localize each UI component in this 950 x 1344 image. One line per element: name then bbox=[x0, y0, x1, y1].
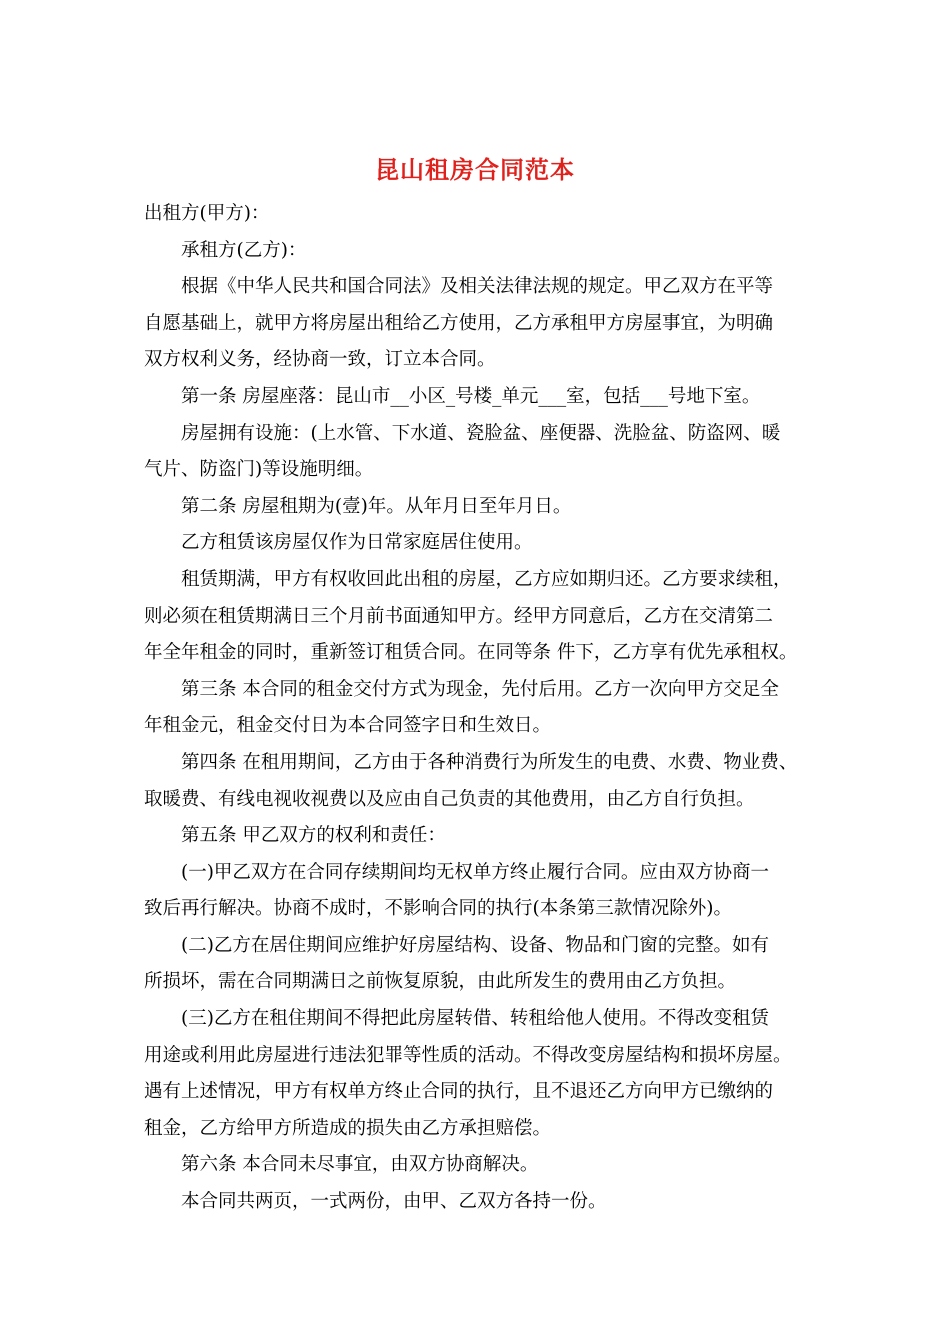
text-line: (一)甲乙双方在合同存续期间均无权单方终止履行合同。应由双方协商一 bbox=[181, 861, 769, 883]
text-line: 则必须在租赁期满日三个月前书面通知甲方。经甲方同意后，乙方在交清第二 bbox=[144, 605, 774, 627]
text-line: 自愿基础上，就甲方将房屋出租给乙方使用，乙方承租甲方房屋事宜，为明确 bbox=[144, 312, 774, 334]
text-line: 第二条 房屋租期为(壹)年。从年月日至年月日。 bbox=[181, 495, 572, 517]
text-line: 乙方租赁该房屋仅作为日常家庭居住使用。 bbox=[181, 532, 533, 554]
text-line: 气片、防盗门)等设施明细。 bbox=[144, 459, 374, 481]
text-line: 承租方(乙方)： bbox=[181, 239, 307, 261]
text-line: 双方权利义务，经协商一致，订立本合同。 bbox=[144, 349, 496, 371]
text-line: 租金，乙方给甲方所造成的损失由乙方承担赔偿。 bbox=[144, 1117, 552, 1139]
text-line: 致后再行解决。协商不成时，不影响合同的执行(本条第三款情况除外)。 bbox=[144, 898, 732, 920]
text-line: 根据《中华人民共和国合同法》及相关法律法规的规定。甲乙双方在平等 bbox=[181, 276, 774, 298]
text-line: 所损坏，需在合同期满日之前恢复原貌，由此所发生的费用由乙方负担。 bbox=[144, 971, 737, 993]
text-line: 用途或利用此房屋进行违法犯罪等性质的活动。不得改变房屋结构和损坏房屋。 bbox=[144, 1044, 792, 1066]
text-line: 年全年租金的同时，重新签订租赁合同。在同等条 件下，乙方享有优先承租权。 bbox=[144, 642, 798, 664]
text-line: 遇有上述情况，甲方有权单方终止合同的执行，且不退还乙方向甲方已缴纳的 bbox=[144, 1081, 774, 1103]
text-line: 租赁期满，甲方有权收回此出租的房屋，乙方应如期归还。乙方要求续租， bbox=[181, 568, 792, 590]
text-line: (三)乙方在租住期间不得把此房屋转借、转租给他人使用。不得改变租赁 bbox=[181, 1008, 769, 1030]
text-line: 年租金元，租金交付日为本合同签字日和生效日。 bbox=[144, 715, 552, 737]
document-title: 昆山租房合同范本 bbox=[375, 155, 575, 184]
text-line: 第四条 在租用期间，乙方由于各种消费行为所发生的电费、水费、物业费、 bbox=[181, 751, 798, 773]
document-body bbox=[144, 196, 824, 1221]
text-line: 出租方(甲方)： bbox=[144, 203, 270, 224]
text-line: 第三条 本合同的租金交付方式为现金，先付后用。乙方一次向甲方交足全 bbox=[181, 678, 779, 700]
text-line: 本合同共两页，一式两份，由甲、乙双方各持一份。 bbox=[181, 1191, 607, 1213]
text-line: (二)乙方在居住期间应维护好房屋结构、设备、物品和门窗的完整。如有 bbox=[181, 934, 769, 956]
text-line: 第一条 房屋座落：昆山市__小区_号楼_单元___室，包括___号地下室。 bbox=[181, 385, 761, 407]
text-line: 第六条 本合同未尽事宜，由双方协商解决。 bbox=[181, 1154, 539, 1176]
text-line: 第五条 甲乙双方的权利和责任： bbox=[181, 825, 446, 847]
text-line: 房屋拥有设施：(上水管、下水道、瓷脸盆、座便器、洗脸盆、防盗网、暖 bbox=[181, 422, 781, 444]
text-line: 取暖费、有线电视收视费以及应由自己负责的其他费用，由乙方自行负担。 bbox=[144, 788, 755, 810]
